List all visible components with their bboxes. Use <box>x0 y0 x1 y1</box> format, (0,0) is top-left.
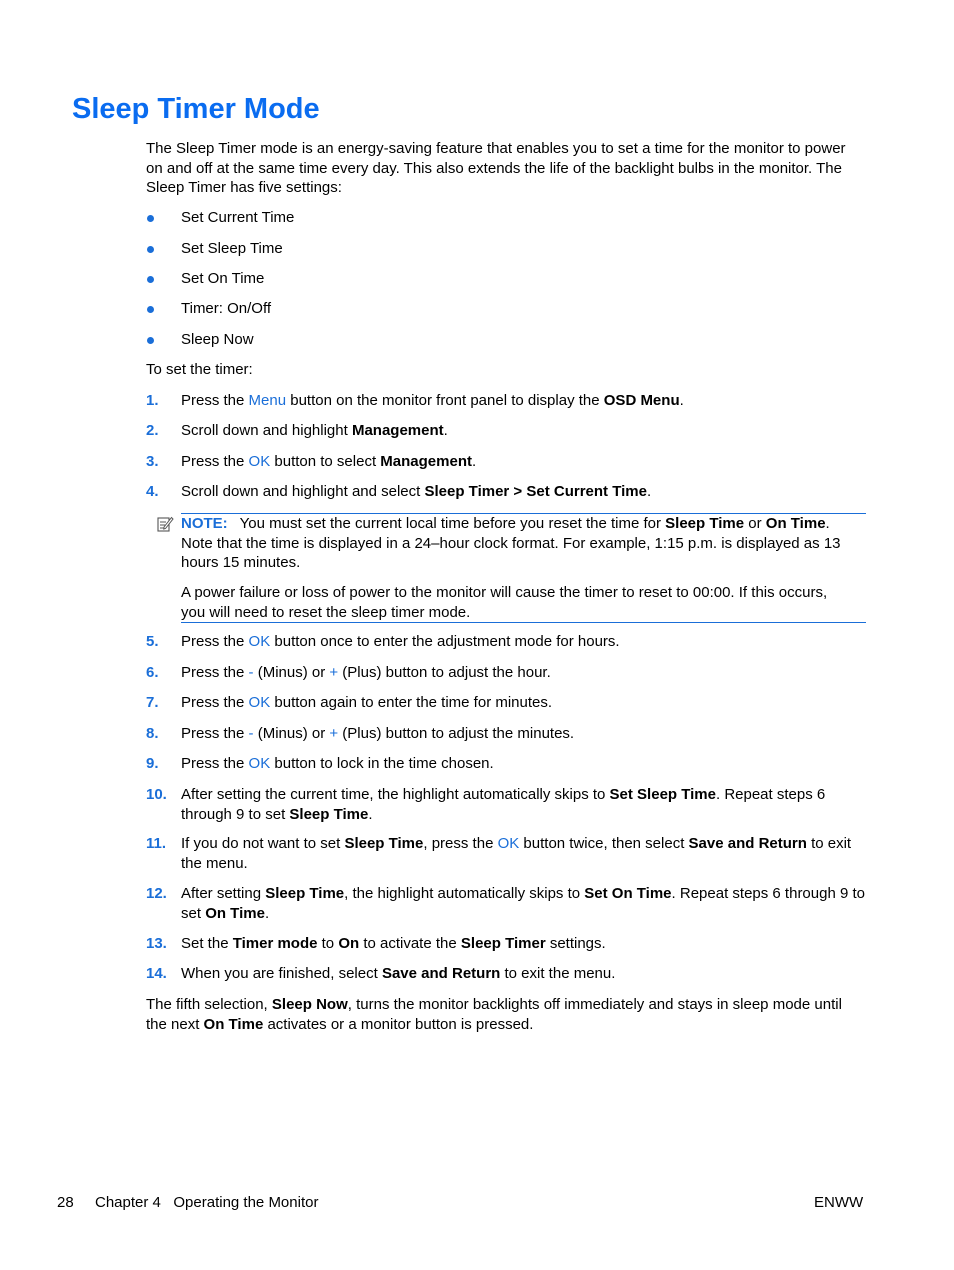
step-5: 5. Press the OK button once to enter the adjustment mode for hours. <box>146 633 620 650</box>
bold-text: Set Sleep Time <box>609 786 716 803</box>
text-run: (Minus) or <box>253 725 330 742</box>
text-run: button twice, then select <box>519 835 689 852</box>
step-2: 2. Scroll down and highlight Management. <box>146 422 448 439</box>
step-14: 14. When you are finished, select Save and Return to exit the menu. <box>146 965 616 982</box>
button-name-text: OK <box>248 453 271 470</box>
text-run: (Plus) button to adjust the minutes. <box>338 725 575 742</box>
step-10: 10. After setting the current time, the highlight automatically skips to Set Sleep Time. Repeat steps 6 through 9 to set Sleep Time. <box>146 786 826 823</box>
bullet-icon <box>147 215 154 222</box>
bullet-icon <box>147 337 154 344</box>
list-item: Set Current Time <box>146 208 866 228</box>
text-run: When you are finished, select <box>181 965 382 982</box>
note-icon <box>156 515 174 533</box>
note-paragraph-2 <box>181 583 851 622</box>
text-run: . Note that the time is displayed in a 24–hour clock format. For example, 1:15 p.m. is displayed as 13 hours 15 minutes. <box>181 515 841 571</box>
step-11: 11. If you do not want to set Sleep Time, press the OK button twice, then select Save and Return to exit the menu. <box>146 835 852 872</box>
text-run: . Repeat steps 6 through 9 to set <box>181 786 826 823</box>
text-run: Press the <box>181 725 249 742</box>
text-run: If you do not want to set <box>181 835 345 852</box>
text-run: Press the <box>181 453 249 470</box>
text-run: Scroll down and highlight and select <box>181 483 425 500</box>
bold-text: On <box>338 935 360 952</box>
bold-text: Management <box>380 453 472 470</box>
bold-text: On Time <box>205 904 265 922</box>
intro-paragraph: The Sleep Timer mode is an energy-saving feature that enables you to set a time for the monitor to power on and off at the same time every day. This also extends the life of the backlight bulbs in the monitor. The Sleep Timer has five settings: <box>146 140 846 196</box>
bold-text: Sleep Time <box>289 805 369 823</box>
text-run: (Plus) button to adjust the hour. <box>338 664 551 681</box>
footer-page-number: 28 <box>57 1194 74 1211</box>
text-run: to exit the menu. <box>181 835 852 872</box>
bullet-icon <box>147 276 154 283</box>
closing-paragraph <box>146 995 866 1034</box>
list-item: Set Sleep Time <box>146 239 866 259</box>
bold-text: Sleep Time <box>265 885 345 902</box>
page-title: Sleep Timer Mode <box>72 93 320 125</box>
text-run: After setting the current time, the highlight automatically skips to <box>181 786 610 803</box>
text-run: button on the monitor front panel to display the <box>286 392 604 409</box>
text-run: After setting <box>181 885 266 902</box>
text-run: or <box>744 515 766 532</box>
text-run: You must set the current local time before you reset the time for <box>239 515 666 532</box>
button-name-text: - <box>248 664 254 681</box>
text-run: activates or a monitor button is pressed. <box>263 1015 534 1033</box>
button-name-text: OK <box>248 755 271 772</box>
text-run: settings. <box>545 935 606 952</box>
bold-text: Management <box>351 422 444 439</box>
step-3: 3. Press the OK button to select Management. <box>146 453 477 470</box>
text-run: Scroll down and highlight <box>181 422 352 439</box>
bold-text: Sleep Time <box>665 515 745 532</box>
text-run: button once to enter the adjustment mode for hours. <box>270 633 620 650</box>
step-8: 8. Press the - (Minus) or + (Plus) button to adjust the minutes. <box>146 725 575 742</box>
text-run: Press the <box>181 392 249 409</box>
text-run: Press the <box>181 694 249 711</box>
note-label: NOTE: <box>181 515 228 532</box>
bullet-icon <box>147 306 154 313</box>
bold-text: Sleep Timer > Set Current Time <box>424 483 647 500</box>
bold-text: OSD Menu <box>603 392 680 409</box>
text-run: , press the <box>423 835 498 852</box>
list-item: Sleep Now <box>146 330 866 350</box>
text-run: . <box>471 453 477 470</box>
button-name-text: - <box>248 725 254 742</box>
text-run: button to lock in the time chosen. <box>270 755 494 772</box>
text-run: Press the <box>181 633 249 650</box>
list-item: Set On Time <box>146 269 866 289</box>
text-run: to activate the <box>359 935 461 952</box>
button-name-text: OK <box>497 835 520 852</box>
text-run: , turns the monitor backlights off immediately and stays in sleep mode until the next <box>146 996 842 1033</box>
text-run: The fifth selection, <box>146 996 272 1013</box>
text-run: . <box>368 805 373 823</box>
text-run: Press the <box>181 755 249 772</box>
text-run: button to select <box>270 453 381 470</box>
bold-text: On Time <box>203 1015 264 1033</box>
bold-text: Sleep Timer <box>460 935 546 952</box>
note-paragraph-1 <box>181 514 851 573</box>
bullet-icon <box>147 246 154 253</box>
bold-text: On Time <box>765 515 826 532</box>
to-set-label: To set the timer: <box>146 361 253 378</box>
text-run: . <box>264 904 270 922</box>
button-name-text: + <box>329 725 339 742</box>
text-run: to exit the menu. <box>500 965 616 982</box>
step-1: 1. Press the Menu button on the monitor front panel to display the OSD Menu. <box>146 392 684 409</box>
list-item: Timer: On/Off <box>146 299 866 319</box>
button-name-text: OK <box>248 633 271 650</box>
text-run: . <box>679 392 684 409</box>
text-run: (Minus) or <box>253 664 330 681</box>
bold-text: Set On Time <box>584 885 672 902</box>
text-run: button again to enter the time for minutes. <box>270 694 553 711</box>
button-name-text: + <box>329 664 339 681</box>
text-run: A power failure or loss of power to the monitor will cause the timer to reset to 00:00. If this occurs, you will need to reset the sleep timer mode. <box>181 584 828 621</box>
step-13: 13. Set the Timer mode to On to activate the Sleep Timer settings. <box>146 935 606 952</box>
footer-right-label: ENWW <box>814 1194 864 1211</box>
text-run: . <box>646 483 652 500</box>
button-name-text: OK <box>248 694 271 711</box>
bold-text: Sleep Time <box>344 835 424 852</box>
footer-chapter: Chapter 4 Operating the Monitor <box>95 1194 319 1211</box>
step-12: 12. After setting Sleep Time, the highlight automatically skips to Set On Time. Repeat steps 6 through 9 to set On Time. <box>146 885 865 922</box>
bold-text: Timer mode <box>232 935 318 952</box>
step-7: 7. Press the OK button again to enter the time for minutes. <box>146 694 553 711</box>
button-name-text: Menu <box>248 392 287 409</box>
bold-text: Save and Return <box>688 835 807 852</box>
step-4: 4. Scroll down and highlight and select Sleep Timer > Set Current Time. <box>146 483 652 500</box>
text-run: . <box>443 422 448 439</box>
step-6: 6. Press the - (Minus) or + (Plus) button to adjust the hour. <box>146 664 551 681</box>
step-9: 9. Press the OK button to lock in the time chosen. <box>146 755 494 772</box>
text-run: Press the <box>181 664 249 681</box>
bold-text: Save and Return <box>381 965 501 982</box>
bold-text: Sleep Now <box>271 996 348 1013</box>
text-run: Set the <box>181 935 233 952</box>
text-run: , the highlight automatically skips to <box>344 885 585 902</box>
note-box <box>181 513 866 623</box>
text-run: . Repeat steps 6 through 9 to set <box>181 885 865 922</box>
text-run: to <box>317 935 339 952</box>
